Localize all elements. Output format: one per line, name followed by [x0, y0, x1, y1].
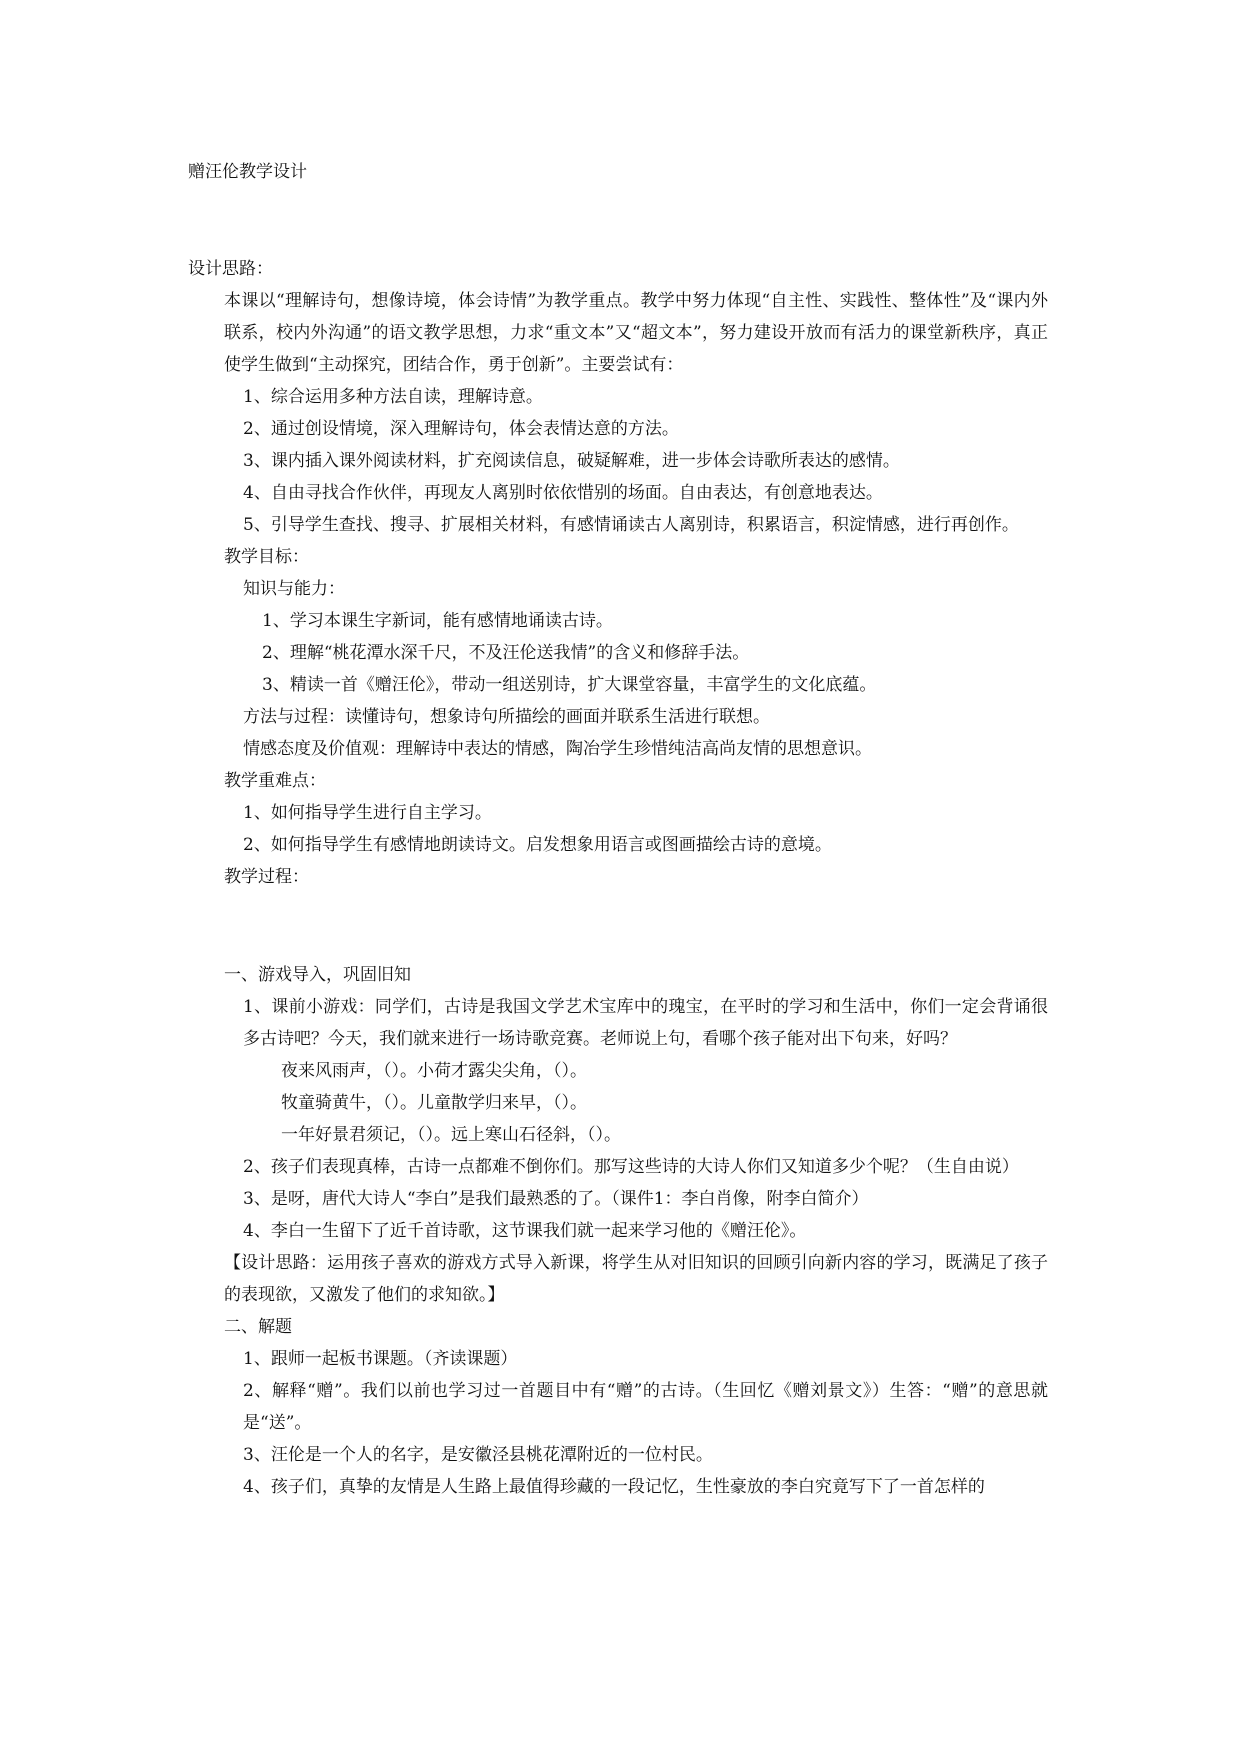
paragraph: 4、李白一生留下了近千首诗歌，这节课我们就一起来学习他的《赠汪伦》。: [243, 1221, 807, 1241]
paragraph: 【设计思路：运用孩子喜欢的游戏方式导入新课，将学生从对旧知识的回顾引向新内容的学习，既满足了孩子的表现欲，又激发了他们的求知欲。】: [224, 1253, 1048, 1305]
paragraph: 3、精读一首《赠汪伦》，带动一组送别诗，扩大课堂容量，丰富学生的文化底蕴。: [262, 675, 877, 695]
paragraph: 2、解释“赠”。我们以前也学习过一首题目中有“赠”的古诗。（生回忆《赠刘景文》）生答：“赠”的意思就是“送”。: [243, 1381, 1048, 1433]
paragraph: 教学重难点：: [224, 771, 326, 791]
paragraph: 设计思路：: [188, 259, 273, 279]
paragraph: 教学目标：: [224, 547, 309, 567]
document-body: [188, 253, 1048, 1503]
paragraph: 1、课前小游戏：同学们，古诗是我国文学艺术宝库中的瑰宝，在平时的学习和生活中，你们一定会背诵很多古诗吧？今天，我们就来进行一场诗歌竞赛。老师说上句，看哪个孩子能对出下句来，好吗？: [243, 997, 1048, 1049]
paragraph: 二、解题: [224, 1317, 292, 1337]
paragraph: 牧童骑黄牛，（）。儿童散学归来早，（）。: [281, 1093, 587, 1113]
paragraph: 1、综合运用多种方法自读，理解诗意。: [243, 387, 543, 407]
document-title: 赠汪伦教学设计: [188, 162, 307, 182]
paragraph: 一年好景君须记，（）。远上寒山石径斜，（）。: [281, 1125, 621, 1145]
paragraph: 知识与能力：: [243, 579, 345, 599]
paragraph: 情感态度及价值观：理解诗中表达的情感，陶冶学生珍惜纯洁高尚友情的思想意识。: [243, 739, 872, 759]
blank-line: [188, 910, 1048, 942]
paragraph: 方法与过程：读懂诗句，想象诗句所描绘的画面并联系生活进行联想。: [243, 707, 770, 727]
paragraph: 3、汪伦是一个人的名字，是安徽泾县桃花潭附近的一位村民。: [243, 1445, 713, 1465]
paragraph: 1、如何指导学生进行自主学习。: [243, 803, 492, 823]
paragraph: 3、课内插入课外阅读材料，扩充阅读信息，破疑解难，进一步体会诗歌所表达的感情。: [243, 451, 900, 471]
paragraph: 2、理解“桃花潭水深千尺，不及汪伦送我情”的含义和修辞手法。: [262, 643, 750, 663]
paragraph: 夜来风雨声，（）。小荷才露尖尖角，（）。: [281, 1061, 587, 1081]
paragraph: 2、如何指导学生有感情地朗读诗文。启发想象用语言或图画描绘古诗的意境。: [243, 835, 832, 855]
paragraph: 5、引导学生查找、搜寻、扩展相关材料，有感情诵读古人离别诗，积累语言，积淀情感，进行再创作。: [243, 515, 1019, 535]
paragraph: 1、跟师一起板书课题。（齐读课题）: [243, 1349, 518, 1369]
paragraph: 2、孩子们表现真棒，古诗一点都难不倒你们。那写这些诗的大诗人你们又知道多少个呢？（生自由说）: [243, 1157, 1019, 1177]
paragraph: 4、自由寻找合作伙伴，再现友人离别时依依惜别的场面。自由表达，有创意地表达。: [243, 483, 883, 503]
paragraph: 4、孩子们，真挚的友情是人生路上最值得珍藏的一段记忆，生性豪放的李白究竟写下了一首怎样的: [243, 1477, 985, 1497]
paragraph: 1、学习本课生字新词，能有感情地诵读古诗。: [262, 611, 613, 631]
paragraph: 3、是呀，唐代大诗人“李白”是我们最熟悉的了。（课件1：李白肖像，附李白简介）: [243, 1189, 869, 1209]
paragraph: 2、通过创设情境，深入理解诗句，体会表情达意的方法。: [243, 419, 679, 439]
paragraph: 教学过程：: [224, 867, 309, 887]
paragraph: 本课以“理解诗句，想像诗境，体会诗情”为教学重点。教学中努力体现“自主性、实践性、整体性”及“课内外联系，校内外沟通”的语文教学思想，力求“重文本”又“超文本”，努力建设开放而有活力的课堂新秩序，真正使学生做到“主动探究，团结合作，勇于创新”。主要尝试有：: [224, 291, 1048, 375]
paragraph: 一、游戏导入，巩固旧知: [224, 965, 411, 985]
